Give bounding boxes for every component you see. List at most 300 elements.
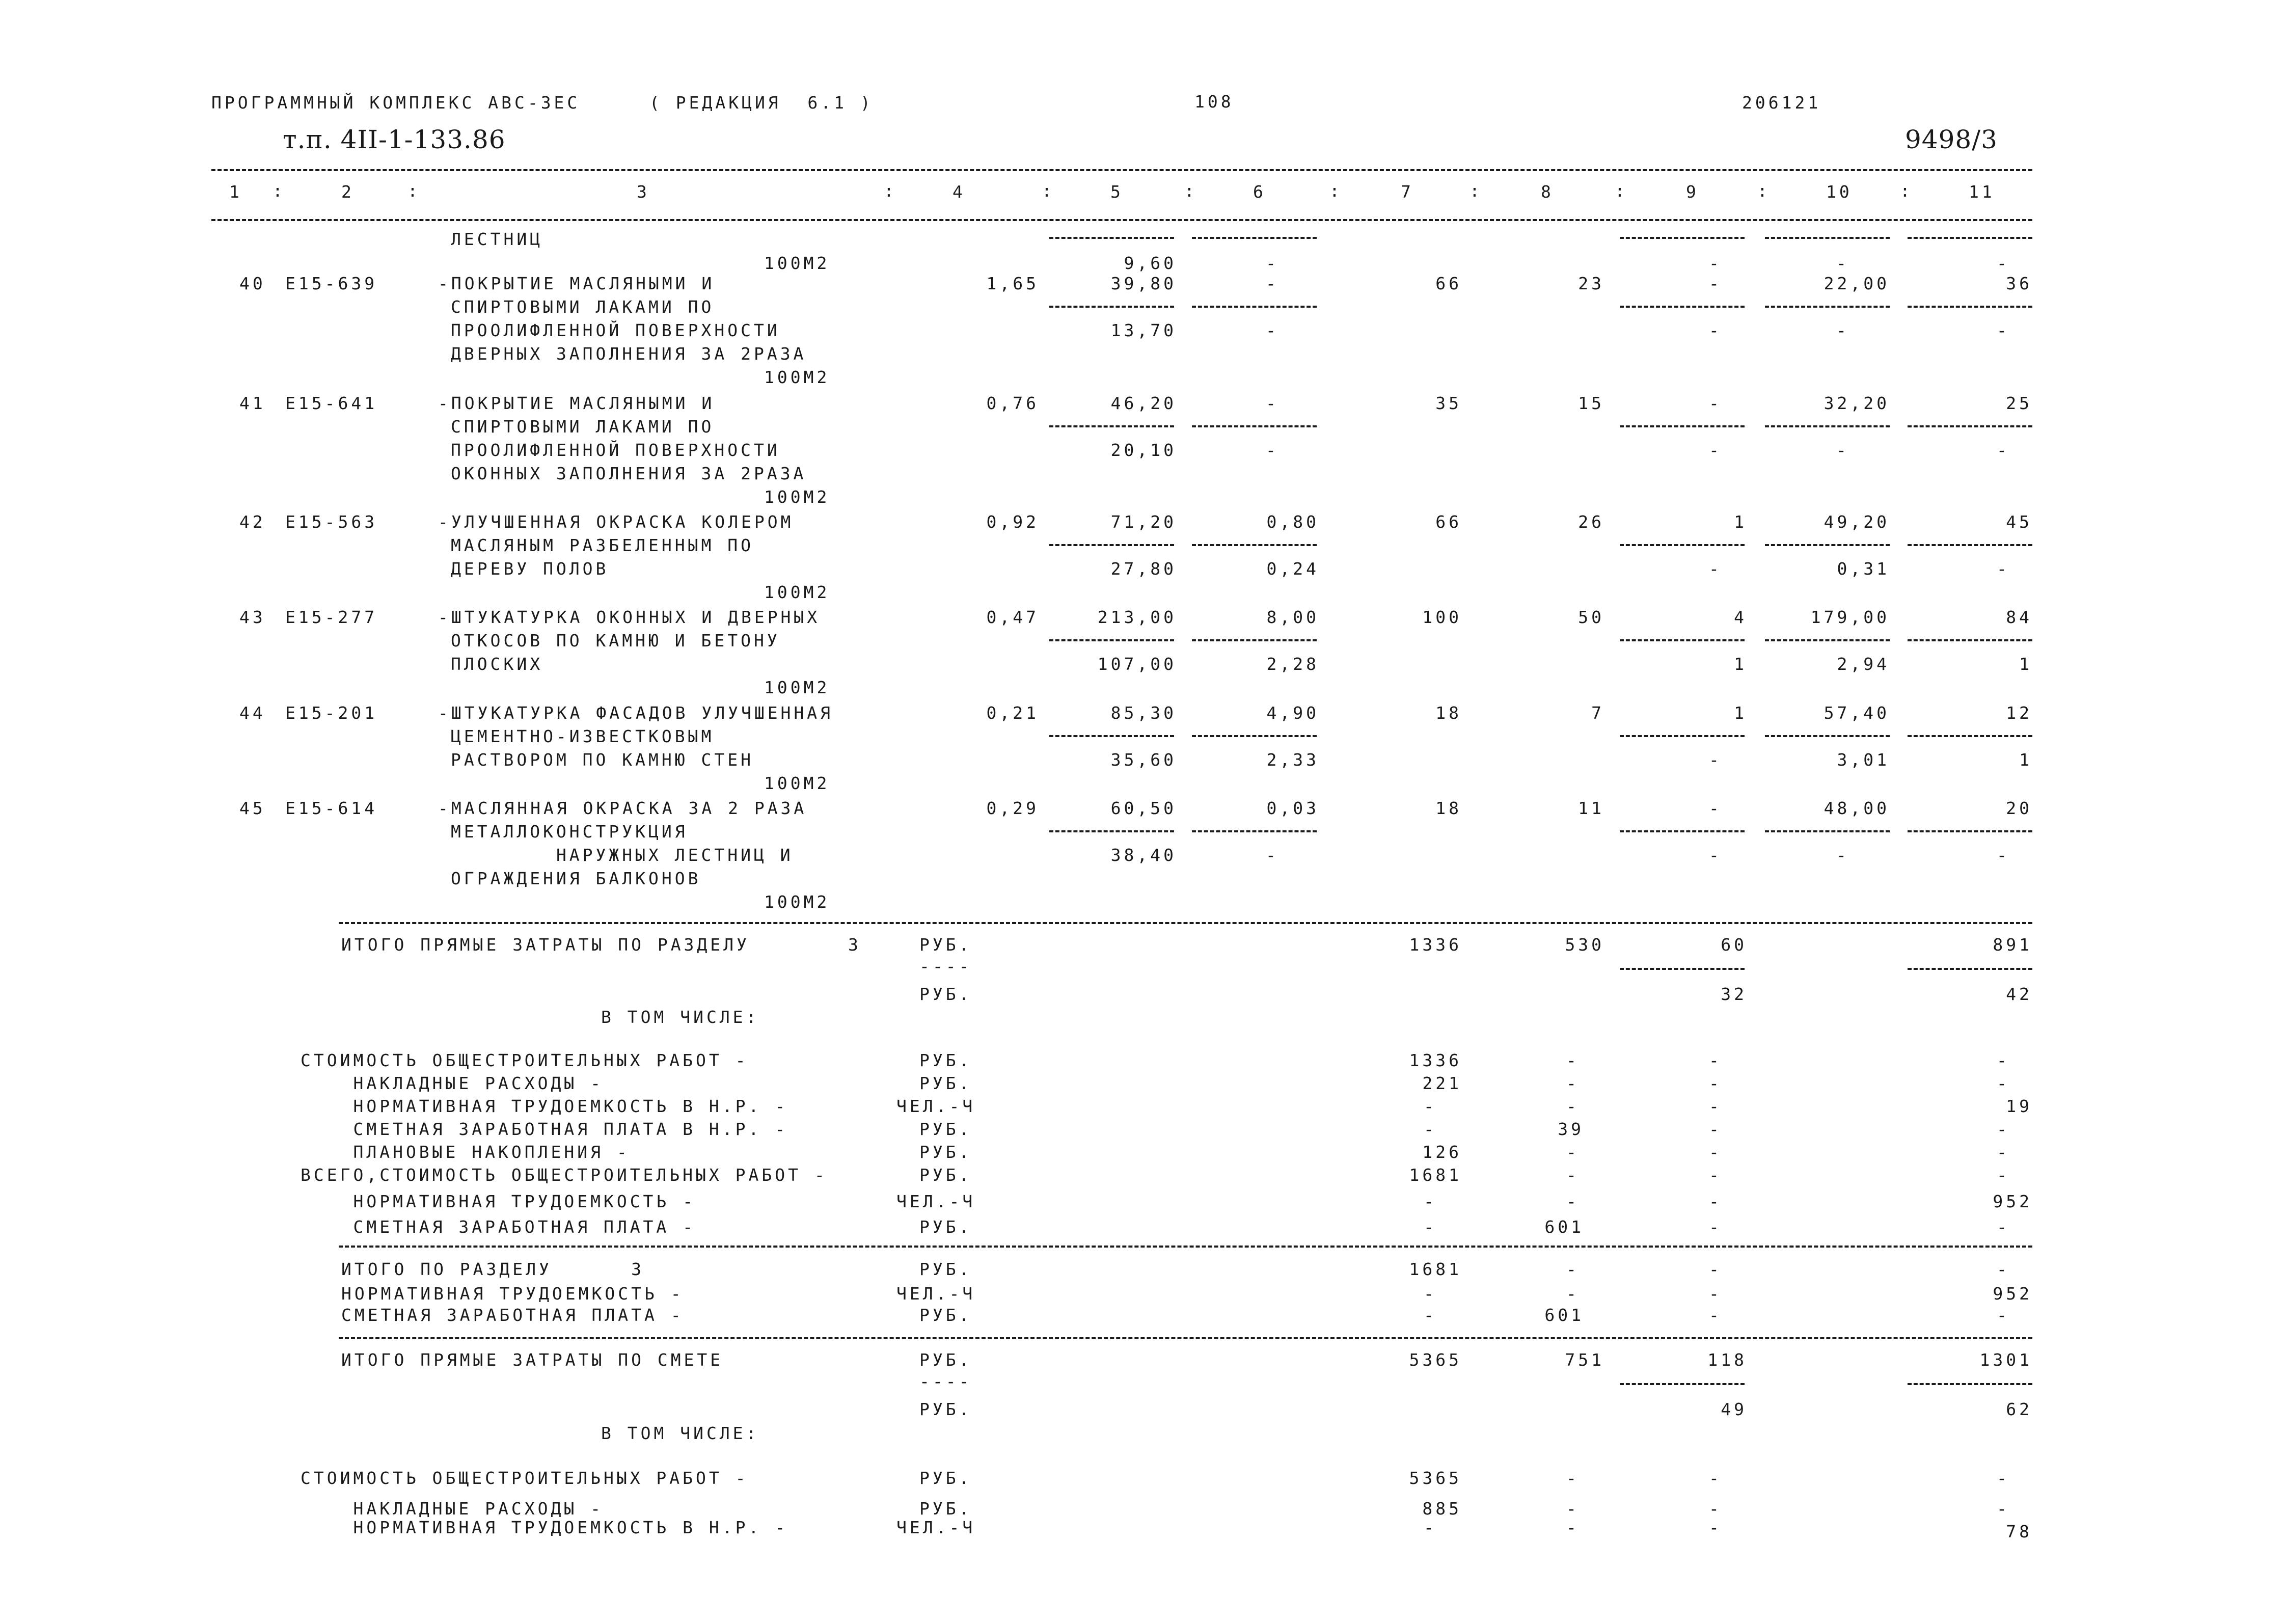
cell: - [1709, 559, 1722, 579]
cell: - [1997, 1305, 2010, 1325]
cell-rule [1049, 425, 1174, 427]
unit: 100М2 [764, 773, 830, 793]
cell: 20,10 [1110, 440, 1177, 460]
cell: 4 [1734, 607, 1747, 627]
cell-rule [1765, 544, 1890, 546]
continuation-desc: ЛЕСТНИЦ [451, 229, 543, 249]
cell-rule [1620, 735, 1745, 737]
cell: 4,90 [1266, 703, 1319, 723]
cell: - [1566, 1142, 1580, 1162]
cell: - [1709, 253, 1722, 273]
cell: - [1709, 1305, 1722, 1325]
column-header: 2 [341, 182, 355, 202]
cell: - [1424, 1518, 1437, 1537]
summary-label: НОРМАТИВНАЯ ТРУДОЕМКОСТЬ - [341, 1284, 684, 1304]
cell: - [1997, 1142, 2010, 1162]
breakdown-label: СТОИМОСТЬ ОБЩЕСТРОИТЕЛЬНЫХ РАБОТ - [301, 1468, 749, 1488]
cell-rule [1049, 237, 1174, 239]
cell: - [1566, 1165, 1580, 1185]
row-number: 45 [239, 798, 266, 818]
cell: 62 [2006, 1399, 2032, 1419]
cell: - [1266, 274, 1279, 293]
cell: 221 [1422, 1073, 1462, 1093]
row-desc-line: МАСЛЯНЫМ РАЗБЕЛЕННЫМ ПО [451, 535, 754, 555]
cell: 1 [1734, 654, 1747, 674]
cell: - [1709, 393, 1722, 413]
cell-rule [1765, 735, 1890, 737]
cell: 66 [1435, 512, 1462, 532]
unit: 100М2 [764, 582, 830, 602]
cell-rule [1620, 639, 1745, 641]
unit: ЧЕЛ.-Ч [896, 1192, 976, 1211]
estimate-total-label: ИТОГО ПРЯМЫЕ ЗАТРАТЫ ПО СМЕТЕ [341, 1350, 724, 1370]
cell: 26 [1578, 512, 1604, 532]
cell: 751 [1565, 1350, 1604, 1370]
row-number: 41 [239, 393, 266, 413]
cell: 0,31 [1837, 559, 1890, 579]
column-separator: : [884, 181, 897, 201]
cell: - [1709, 1096, 1722, 1116]
cell: - [1997, 1259, 2010, 1279]
cell-rule [1620, 968, 1745, 970]
cell: 952 [1993, 1192, 2032, 1211]
cell: - [1709, 1217, 1722, 1237]
cell: 27,80 [1110, 559, 1177, 579]
cell: 38,40 [1110, 845, 1177, 865]
cell: 0,29 [986, 798, 1039, 818]
unit: РУБ. [919, 1073, 972, 1093]
cell: 18 [1435, 798, 1462, 818]
cell: - [1424, 1284, 1437, 1304]
cell: - [1836, 320, 1849, 340]
cell-rule [1908, 1383, 2032, 1385]
cell-rule [1765, 237, 1890, 239]
header-rule-top [211, 169, 2032, 171]
cell: 66 [1435, 274, 1462, 293]
cell: 0,80 [1266, 512, 1319, 532]
unit: РУБ. [919, 1259, 972, 1279]
cell: 13,70 [1110, 320, 1177, 340]
section-total-label: ИТОГО ПРЯМЫЕ ЗАТРАТЫ ПО РАЗДЕЛУ [341, 935, 750, 955]
program-title: ПРОГРАММНЫЙ КОМПЛЕКС АВС-3ЕС [211, 93, 581, 113]
cell: - [1997, 1217, 2010, 1237]
unit: РУБ. [919, 1165, 972, 1185]
row-desc-line: НАРУЖНЫХ ЛЕСТНИЦ И [451, 845, 794, 865]
cell: - [1566, 1096, 1580, 1116]
cell: - [1566, 1518, 1580, 1537]
column-header: 4 [953, 182, 966, 202]
unit: 100М2 [764, 678, 830, 697]
cell: - [1709, 845, 1722, 865]
cell-rule [1765, 639, 1890, 641]
cell: 2,94 [1837, 654, 1890, 674]
cell: - [1709, 1119, 1722, 1139]
cell: 48,00 [1824, 798, 1890, 818]
cell-rule [1908, 425, 2032, 427]
cell: - [1997, 1499, 2010, 1519]
cell: - [1997, 845, 2010, 865]
cell: - [1997, 440, 2010, 460]
cell: 5365 [1409, 1468, 1462, 1488]
row-desc-line: СПИРТОВЫМИ ЛАКАМИ ПО [451, 417, 715, 437]
row-desc-line: СПИРТОВЫМИ ЛАКАМИ ПО [451, 297, 715, 317]
cell: - [1424, 1096, 1437, 1116]
cell: - [1709, 1259, 1722, 1279]
cell: - [1709, 1499, 1722, 1519]
unit: РУБ. [919, 1305, 972, 1325]
column-separator: : [1469, 181, 1483, 201]
unit: РУБ. [919, 1499, 972, 1519]
cell: 7 [1591, 703, 1604, 723]
cell: - [1709, 1050, 1722, 1070]
cell-rule [1049, 639, 1174, 641]
cell-rule [1049, 544, 1174, 546]
cell: 35 [1435, 393, 1462, 413]
cell: - [1266, 253, 1279, 273]
cell: - [1709, 1073, 1722, 1093]
cell-rule [1049, 306, 1174, 308]
cell: 36 [2006, 274, 2032, 293]
cell-rule [1765, 425, 1890, 427]
column-separator: : [1184, 181, 1198, 201]
cell: - [1997, 1165, 2010, 1185]
cell-rule [1908, 735, 2032, 737]
breakdown-label: СМЕТНАЯ ЗАРАБОТНАЯ ПЛАТА - [301, 1217, 696, 1237]
row-desc-line: ПЛОСКИХ [451, 654, 543, 674]
cell: - [1709, 1142, 1722, 1162]
row-desc-line: РАСТВОРОМ ПО КАМНЮ СТЕН [451, 750, 754, 770]
cell: 179,00 [1810, 607, 1890, 627]
cell: - [1836, 253, 1849, 273]
cell: - [1266, 845, 1279, 865]
breakdown-label: СМЕТНАЯ ЗАРАБОТНАЯ ПЛАТА В Н.Р. - [301, 1119, 788, 1139]
cell: 50 [1578, 607, 1604, 627]
column-header: 6 [1253, 182, 1266, 202]
cell: - [1266, 320, 1279, 340]
cell: - [1424, 1305, 1437, 1325]
row-code: Е15-563 [285, 512, 378, 532]
section-total-rule [339, 922, 2032, 924]
cell: 60 [1721, 935, 1747, 955]
cell: 25 [2006, 393, 2032, 413]
cell: 71,20 [1110, 512, 1177, 532]
cell-rule [1908, 830, 2032, 832]
cell-rule [1192, 237, 1317, 239]
row-desc-line: ОТКОСОВ ПО КАМНЮ И БЕТОНУ [451, 631, 780, 651]
cell: - [1566, 1259, 1580, 1279]
tp-reference: т.п. 4II-1-133.86 [283, 125, 506, 154]
cell: 20 [2006, 798, 2032, 818]
column-header: 7 [1401, 182, 1414, 202]
cell-rule [1192, 306, 1317, 308]
cell-rule [1192, 425, 1317, 427]
column-separator: : [1757, 181, 1771, 201]
cell: - [1709, 1518, 1722, 1537]
cell: - [1709, 1468, 1722, 1488]
cell: 0,03 [1266, 798, 1319, 818]
row-code: Е15-641 [285, 393, 378, 413]
row-desc-line: ДВЕРНЫХ ЗАПОЛНЕНИЯ ЗА 2РАЗА [451, 344, 807, 364]
cell: 1681 [1409, 1259, 1462, 1279]
row-number: 40 [239, 274, 266, 293]
row-code: Е15-277 [285, 607, 378, 627]
row-desc-line: ДЕРЕВУ ПОЛОВ [451, 559, 609, 579]
cell: 1681 [1409, 1165, 1462, 1185]
summary-label: СМЕТНАЯ ЗАРАБОТНАЯ ПЛАТА - [341, 1305, 684, 1325]
row-desc-line: -ПОКРЫТИЕ МАСЛЯНЫМИ И [438, 274, 715, 293]
row-code: Е15-639 [285, 274, 378, 293]
cell: 18 [1435, 703, 1462, 723]
cell: 32,20 [1824, 393, 1890, 413]
cell: 1,65 [986, 274, 1039, 293]
cell: - [1709, 274, 1722, 293]
breakdown-label: ПЛАНОВЫЕ НАКОПЛЕНИЯ - [301, 1142, 630, 1162]
row-desc-line: ОКОННЫХ ЗАПОЛНЕНИЯ ЗА 2РАЗА [451, 464, 807, 483]
unit: РУБ. [919, 984, 972, 1004]
cell: - [1709, 1165, 1722, 1185]
cell: 45 [2006, 512, 2032, 532]
breakdown-label: НАКЛАДНЫЕ РАСХОДЫ - [301, 1073, 604, 1093]
unit: ЧЕЛ.-Ч [896, 1096, 976, 1116]
cell: - [1566, 1192, 1580, 1211]
cell: - [1997, 1468, 2010, 1488]
unit: РУБ. [919, 1399, 972, 1419]
cell: - [1424, 1192, 1437, 1211]
column-separator: : [407, 181, 421, 201]
cell: 39,80 [1110, 274, 1177, 293]
cell: 601 [1544, 1217, 1584, 1237]
cell: - [1424, 1119, 1437, 1139]
row-desc-line: ОГРАЖДЕНИЯ БАЛКОНОВ [451, 869, 701, 888]
cell: 85,30 [1110, 703, 1177, 723]
row-code: Е15-201 [285, 703, 378, 723]
cell: - [1709, 1284, 1722, 1304]
cell: - [1566, 1468, 1580, 1488]
breakdown-label: СТОИМОСТЬ ОБЩЕСТРОИТЕЛЬНЫХ РАБОТ - [301, 1050, 749, 1070]
cell: 57,40 [1824, 703, 1890, 723]
cell-rule [1908, 237, 2032, 239]
cell: - [1997, 253, 2010, 273]
cell-rule [1049, 735, 1174, 737]
cell-rule [1192, 544, 1317, 546]
row-desc-line: ПРООЛИФЛЕННОЙ ПОВЕРХНОСТИ [451, 320, 780, 340]
cell: - [1997, 1050, 2010, 1070]
cell: 126 [1422, 1142, 1462, 1162]
unit: 100М2 [764, 892, 830, 912]
cell-rule [1908, 968, 2032, 970]
cell: - [1266, 393, 1279, 413]
breakdown-label: НОРМАТИВНАЯ ТРУДОЕМКОСТЬ В Н.Р. - [301, 1096, 788, 1116]
cell: 891 [1993, 935, 2032, 955]
cell: 100 [1422, 607, 1462, 627]
row-number: 43 [239, 607, 266, 627]
cell-rule [1765, 306, 1890, 308]
cell: 885 [1422, 1499, 1462, 1519]
breakdown-label: ВСЕГО,СТОИМОСТЬ ОБЩЕСТРОИТЕЛЬНЫХ РАБОТ - [301, 1165, 828, 1185]
cell: 1301 [1979, 1350, 2032, 1370]
cell: 84 [2006, 607, 2032, 627]
row-desc-line: -ПОКРЫТИЕ МАСЛЯНЫМИ И [438, 393, 715, 413]
cell-rule [1192, 830, 1317, 832]
unit: РУБ. [919, 1119, 972, 1139]
document-code: 206121 [1742, 93, 1821, 113]
section-summary-rule [339, 1246, 2032, 1248]
cell: 32 [1721, 984, 1747, 1004]
cell: 35,60 [1110, 750, 1177, 770]
row-desc-line: -МАСЛЯННАЯ ОКРАСКА ЗА 2 РАЗА [438, 798, 807, 818]
cell: - [1566, 1073, 1580, 1093]
column-separator: : [1615, 181, 1628, 201]
cell: 601 [1544, 1305, 1584, 1325]
cell: 1336 [1409, 935, 1462, 955]
summary-label: ИТОГО ПО РАЗДЕЛУ 3 [341, 1259, 644, 1279]
cell: 118 [1707, 1350, 1747, 1370]
section-number: 3 [848, 935, 861, 955]
cell: 1 [2019, 750, 2032, 770]
unit-separator: ---- [919, 956, 972, 976]
unit: 100М2 [764, 367, 830, 387]
cell: 60,50 [1110, 798, 1177, 818]
cell: 0,21 [986, 703, 1039, 723]
cell: 0,92 [986, 512, 1039, 532]
document-number: 9498/3 [1905, 125, 1998, 154]
cell: 46,20 [1110, 393, 1177, 413]
cell: 78 [2006, 1522, 2032, 1541]
column-header: 1 [229, 182, 242, 202]
column-header: 5 [1110, 182, 1124, 202]
unit: 100М2 [764, 487, 830, 507]
cell: - [1709, 440, 1722, 460]
unit: ЧЕЛ.-Ч [896, 1518, 976, 1537]
cell: - [1997, 559, 2010, 579]
cell: 3,01 [1837, 750, 1890, 770]
row-number: 42 [239, 512, 266, 532]
column-header: 8 [1541, 182, 1554, 202]
cell-rule [1765, 830, 1890, 832]
unit-separator: ---- [919, 1371, 972, 1391]
cell: 15 [1578, 393, 1604, 413]
estimate-total-rule [339, 1337, 2032, 1339]
cell: - [1566, 1050, 1580, 1070]
cell: 23 [1578, 274, 1604, 293]
unit: РУБ. [919, 1050, 972, 1070]
cell: - [1266, 440, 1279, 460]
cell: 2,33 [1266, 750, 1319, 770]
row-desc-line: -УЛУЧШЕННАЯ ОКРАСКА КОЛЕРОМ [438, 512, 794, 532]
cell: 49,20 [1824, 512, 1890, 532]
unit: РУБ. [919, 1350, 972, 1370]
cell: 39 [1558, 1119, 1584, 1139]
including-heading: В ТОМ ЧИСЛЕ: [601, 1007, 759, 1027]
cell: 952 [1993, 1284, 2032, 1304]
header-rule-bottom [211, 219, 2032, 221]
cell-rule [1192, 639, 1317, 641]
cell: 8,00 [1266, 607, 1319, 627]
unit: РУБ. [919, 1468, 972, 1488]
breakdown-label: НАКЛАДНЫЕ РАСХОДЫ - [301, 1499, 604, 1519]
column-header: 11 [1969, 182, 1995, 202]
cell: - [1836, 845, 1849, 865]
unit: ЧЕЛ.-Ч [896, 1284, 976, 1304]
cell: 213,00 [1097, 607, 1177, 627]
cell: 1336 [1409, 1050, 1462, 1070]
cell-rule [1620, 237, 1745, 239]
cell-rule [1908, 639, 2032, 641]
row-desc-line: -ШТУКАТУРКА ОКОННЫХ И ДВЕРНЫХ [438, 607, 821, 627]
cell-rule [1049, 830, 1174, 832]
including-heading: В ТОМ ЧИСЛЕ: [601, 1423, 759, 1443]
unit: РУБ. [919, 1217, 972, 1237]
row-code: Е15-614 [285, 798, 378, 818]
column-header: 9 [1686, 182, 1699, 202]
cell: - [1566, 1284, 1580, 1304]
unit: 100М2 [764, 253, 830, 273]
cell: - [1709, 1192, 1722, 1211]
cell-rule [1620, 544, 1745, 546]
cell-rule [1620, 425, 1745, 427]
cell: 12 [2006, 703, 2032, 723]
cell: 2,28 [1266, 654, 1319, 674]
cell: 11 [1578, 798, 1604, 818]
cell: - [1997, 1073, 2010, 1093]
row-number: 44 [239, 703, 266, 723]
cell: - [1709, 320, 1722, 340]
column-header: 10 [1826, 182, 1853, 202]
row-desc-line: -ШТУКАТУРКА ФАСАДОВ УЛУЧШЕННАЯ [438, 703, 834, 723]
cell: 22,00 [1824, 274, 1890, 293]
column-header: 3 [637, 182, 650, 202]
cell: 9,60 [1124, 253, 1177, 273]
page-number: 108 [1194, 92, 1234, 112]
cell: 1 [1734, 703, 1747, 723]
cell: - [1709, 798, 1722, 818]
cell-rule [1908, 544, 2032, 546]
breakdown-label: НОРМАТИВНАЯ ТРУДОЕМКОСТЬ В Н.Р. - [301, 1518, 788, 1537]
breakdown-label: НОРМАТИВНАЯ ТРУДОЕМКОСТЬ - [301, 1192, 696, 1211]
column-separator: : [273, 181, 286, 201]
cell: - [1836, 440, 1849, 460]
row-desc-line: ПРООЛИФЛЕННОЙ ПОВЕРХНОСТИ [451, 440, 780, 460]
cell-rule [1620, 830, 1745, 832]
cell-rule [1192, 735, 1317, 737]
cell: 107,00 [1097, 654, 1177, 674]
cell: - [1566, 1499, 1580, 1519]
program-edition: ( РЕДАКЦИЯ 6.1 ) [649, 93, 874, 113]
cell: - [1997, 320, 2010, 340]
cell: 0,47 [986, 607, 1039, 627]
row-desc-line: МЕТАЛЛОКОНСТРУКЦИЯ [451, 822, 688, 842]
cell: 1 [1734, 512, 1747, 532]
cell: - [1424, 1217, 1437, 1237]
unit: РУБ. [919, 935, 972, 955]
cell-rule [1908, 306, 2032, 308]
cell: 0,24 [1266, 559, 1319, 579]
cell: 19 [2006, 1096, 2032, 1116]
column-separator: : [1042, 181, 1055, 201]
column-separator: : [1329, 181, 1343, 201]
unit: РУБ. [919, 1142, 972, 1162]
cell: 42 [2006, 984, 2032, 1004]
cell: 49 [1721, 1399, 1747, 1419]
cell: 1 [2019, 654, 2032, 674]
cell: - [1709, 750, 1722, 770]
cell: 0,76 [986, 393, 1039, 413]
cell-rule [1620, 1383, 1745, 1385]
cell-rule [1620, 306, 1745, 308]
column-separator: : [1900, 181, 1913, 201]
cell: 530 [1565, 935, 1604, 955]
row-desc-line: ЦЕМЕНТНО-ИЗВЕСТКОВЫМ [451, 726, 715, 746]
